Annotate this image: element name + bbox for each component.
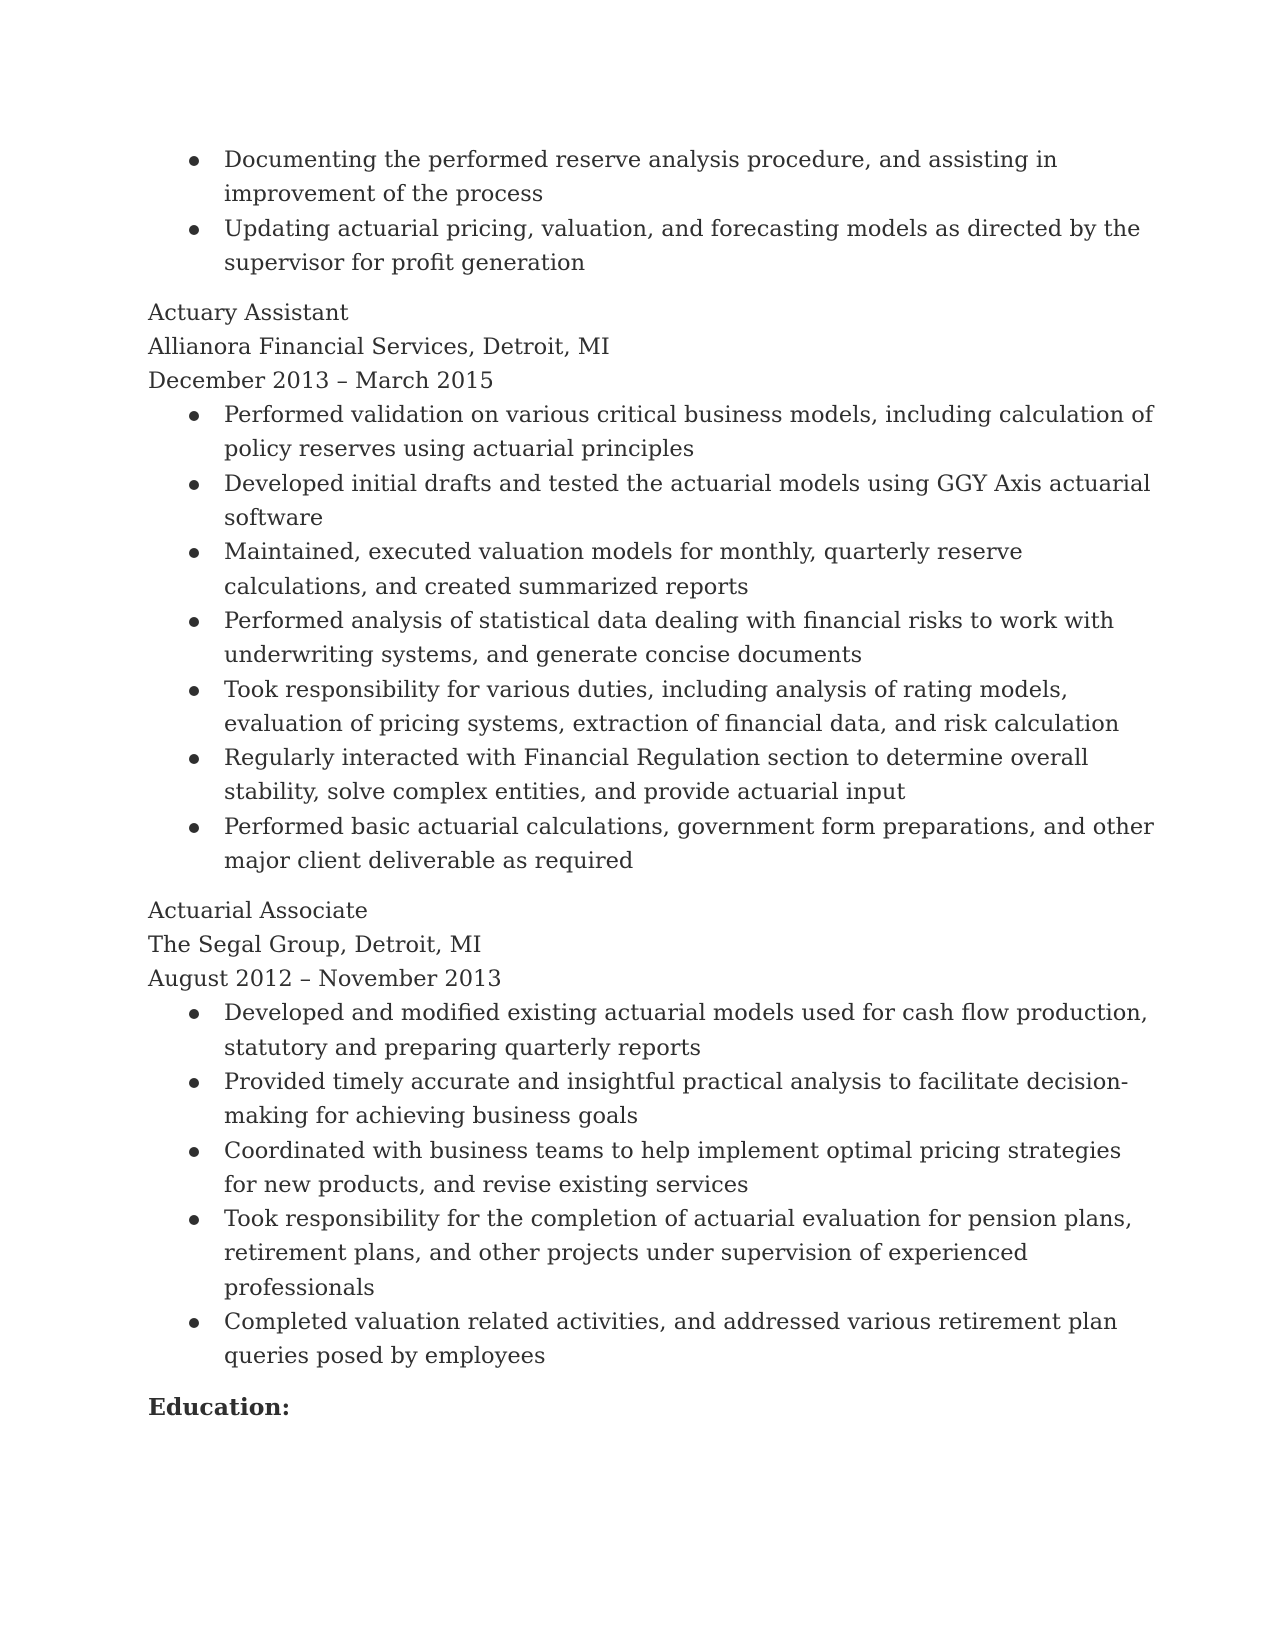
list-item xyxy=(148,212,1158,281)
list-item xyxy=(148,1202,1158,1305)
list-item xyxy=(148,1134,1158,1203)
bullet-dot-icon xyxy=(189,754,199,764)
list-item xyxy=(148,143,1158,212)
previous-job-bullets xyxy=(148,143,1158,280)
bullet-text: Regularly interacted with Financial Regulation section to determine overall stability, solve complex entities, and provide actuarial input xyxy=(224,745,1089,806)
bullet-dot-icon xyxy=(189,686,199,696)
job-title: Actuary Assistant xyxy=(148,300,349,327)
list-item xyxy=(148,398,1158,467)
bullet-dot-icon xyxy=(189,823,199,833)
bullet-text: Updating actuarial pricing, valuation, and forecasting models as directed by the supervisor for profit generation xyxy=(224,215,1141,276)
bullet-dot-icon xyxy=(189,411,199,421)
job-bullets xyxy=(148,996,1158,1373)
bullet-text: Performed validation on various critical business models, including calculation of policy reserves using actuarial principles xyxy=(224,402,1154,463)
bullet-dot-icon xyxy=(189,1318,199,1328)
list-item xyxy=(148,1305,1158,1374)
bullet-text: Completed valuation related activities, and addressed various retirement plan queries posed by employees xyxy=(224,1309,1118,1370)
bullet-text: Documenting the performed reserve analysis procedure, and assisting in improvement of the process xyxy=(224,147,1058,208)
list-item xyxy=(148,673,1158,742)
bullet-dot-icon xyxy=(189,1215,199,1225)
bullet-text: Developed and modified existing actuarial models used for cash flow production, statutory and preparing quarterly reports xyxy=(224,1000,1148,1061)
job-entry-actuary-assistant xyxy=(148,296,1158,878)
bullet-text: Maintained, executed valuation models for monthly, quarterly reserve calculations, and created summarized reports xyxy=(224,539,1023,600)
bullet-dot-icon xyxy=(189,1147,199,1157)
bullet-dot-icon xyxy=(189,156,199,166)
bullet-text: Took responsibility for various duties, including analysis of rating models, evaluation of pricing systems, extraction of financial data, and risk calculation xyxy=(224,676,1120,737)
bullet-dot-icon xyxy=(189,617,199,627)
bullet-dot-icon xyxy=(189,480,199,490)
bullet-dot-icon xyxy=(189,1078,199,1088)
bullet-text: Developed initial drafts and tested the actuarial models using GGY Axis actuarial software xyxy=(224,470,1151,532)
job-dates: August 2012 – November 2013 xyxy=(148,966,502,993)
list-item xyxy=(148,535,1158,604)
bullet-dot-icon xyxy=(189,225,199,235)
bullet-text: Took responsibility for the completion of actuarial evaluation for pension plans, retirement plans, and other projects under supervision of experienced professionals xyxy=(224,1206,1133,1301)
job-entry-actuarial-associate xyxy=(148,894,1158,1373)
education-heading: Education: xyxy=(148,1392,291,1421)
list-item xyxy=(148,1065,1158,1134)
job-company: The Segal Group, Detroit, MI xyxy=(148,932,482,959)
list-item xyxy=(148,810,1158,879)
bullet-text: Performed basic actuarial calculations, government form preparations, and other major client deliverable as required xyxy=(224,813,1154,875)
bullet-text: Performed analysis of statistical data dealing with financial risks to work with underwriting systems, and generate concise documents xyxy=(224,607,1115,669)
job-dates: December 2013 – March 2015 xyxy=(148,368,494,395)
job-title: Actuarial Associate xyxy=(148,898,368,925)
bullet-text: Coordinated with business teams to help implement optimal pricing strategies for new products, and revise existing services xyxy=(224,1137,1122,1198)
bullet-text: Provided timely accurate and insightful practical analysis to facilitate decision-making for achieving business goals xyxy=(224,1068,1129,1130)
job-company: Allianora Financial Services, Detroit, MI xyxy=(148,334,610,361)
list-item xyxy=(148,467,1158,536)
resume-page xyxy=(148,143,1158,1424)
bullet-dot-icon xyxy=(189,548,199,558)
list-item xyxy=(148,996,1158,1065)
list-item xyxy=(148,604,1158,673)
job-bullets xyxy=(148,398,1158,878)
list-item xyxy=(148,741,1158,810)
bullet-dot-icon xyxy=(189,1009,199,1019)
